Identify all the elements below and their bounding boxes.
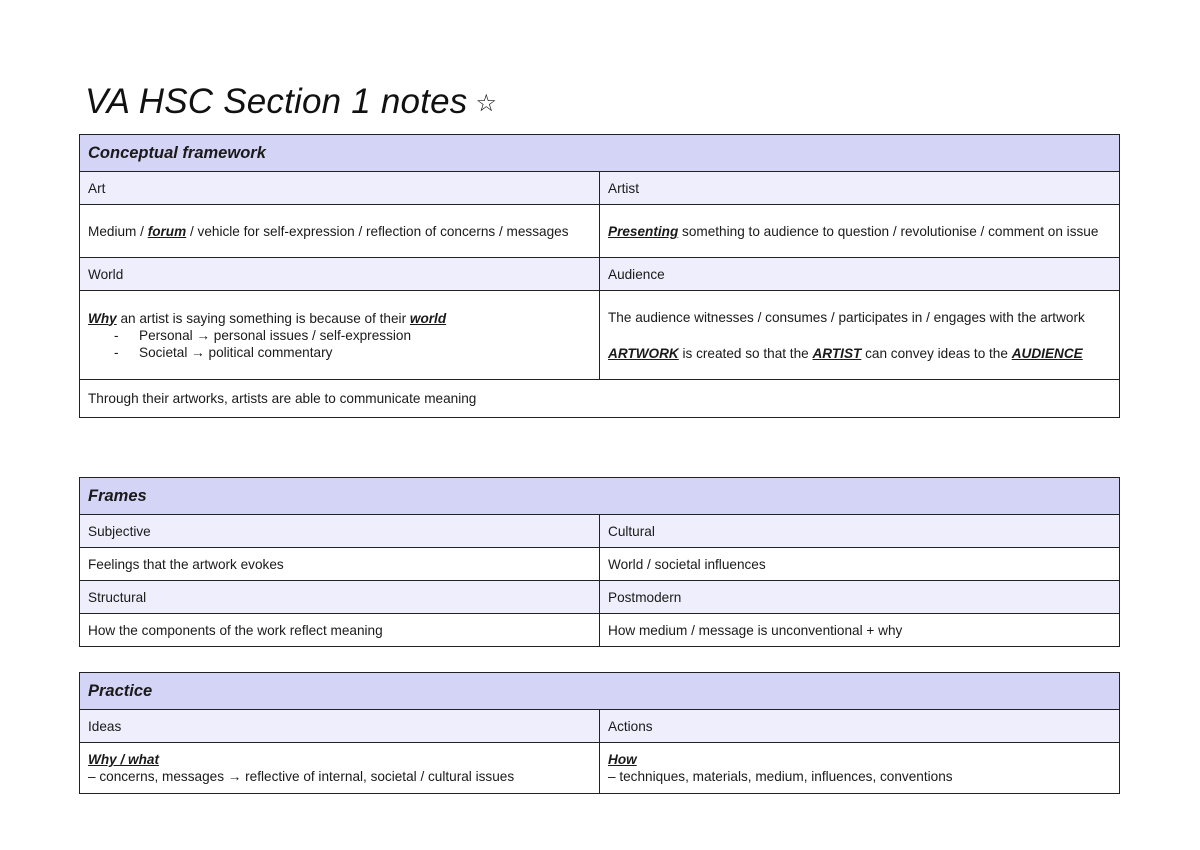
page-title — [85, 82, 497, 122]
keyword-why-what: Why / what — [88, 752, 159, 767]
frames-table — [79, 477, 1120, 647]
subjective-description: Feelings that the artwork evokes — [80, 548, 600, 581]
ideas-description: Why / what – concerns, messages → reflective of internal, societal / cultural issues — [80, 743, 600, 794]
keyword-artist: ARTIST — [812, 345, 862, 361]
audience-label: Audience — [600, 258, 1120, 291]
conceptual-framework-heading: Conceptual framework — [80, 135, 1120, 172]
frames-heading: Frames — [80, 478, 1120, 515]
cultural-description: World / societal influences — [600, 548, 1120, 581]
artist-description: Presenting something to audience to question / revolutionise / comment on issue — [600, 205, 1120, 258]
structural-description: How the components of the work reflect meaning — [80, 614, 600, 647]
ideas-label: Ideas — [80, 710, 600, 743]
keyword-how: How — [608, 752, 637, 767]
subjective-label: Subjective — [80, 515, 600, 548]
cultural-label: Cultural — [600, 515, 1120, 548]
world-bullet-list — [88, 327, 591, 361]
actions-label: Actions — [600, 710, 1120, 743]
keyword-audience: AUDIENCE — [1011, 345, 1083, 361]
world-label: World — [80, 258, 600, 291]
postmodern-label: Postmodern — [600, 581, 1120, 614]
artist-label: Artist — [600, 172, 1120, 205]
art-description: Medium / forum / vehicle for self-expression / reflection of concerns / messages — [80, 205, 600, 258]
practice-heading: Practice — [80, 673, 1120, 710]
keyword-why: Why — [88, 310, 117, 326]
postmodern-description: How medium / message is unconventional + why — [600, 614, 1120, 647]
structural-label: Structural — [80, 581, 600, 614]
conceptual-summary: Through their artworks, artists are able to communicate meaning — [80, 380, 1120, 418]
conceptual-framework-table — [79, 134, 1120, 418]
list-item: - Societal → political commentary — [114, 344, 591, 361]
art-label: Art — [80, 172, 600, 205]
audience-description: The audience witnesses / consumes / participates in / engages with the artwork ARTWORK is created so that the ARTIST can convey ideas to the AUDIENCE — [600, 291, 1120, 380]
page-title-text: VA HSC Section 1 notes — [85, 82, 468, 121]
practice-table — [79, 672, 1120, 794]
keyword-world: world — [409, 310, 447, 326]
actions-description: How – techniques, materials, medium, influences, conventions — [600, 743, 1120, 794]
keyword-forum: forum — [147, 223, 187, 239]
world-description: Why an artist is saying something is because of their world - Personal → personal issues / self-expression - Societal → political commentary — [80, 291, 600, 380]
list-item: - Personal → personal issues / self-expression — [114, 327, 591, 344]
keyword-presenting: Presenting — [608, 223, 679, 239]
star-icon: ☆ — [475, 90, 498, 117]
keyword-artwork: ARTWORK — [608, 345, 679, 361]
